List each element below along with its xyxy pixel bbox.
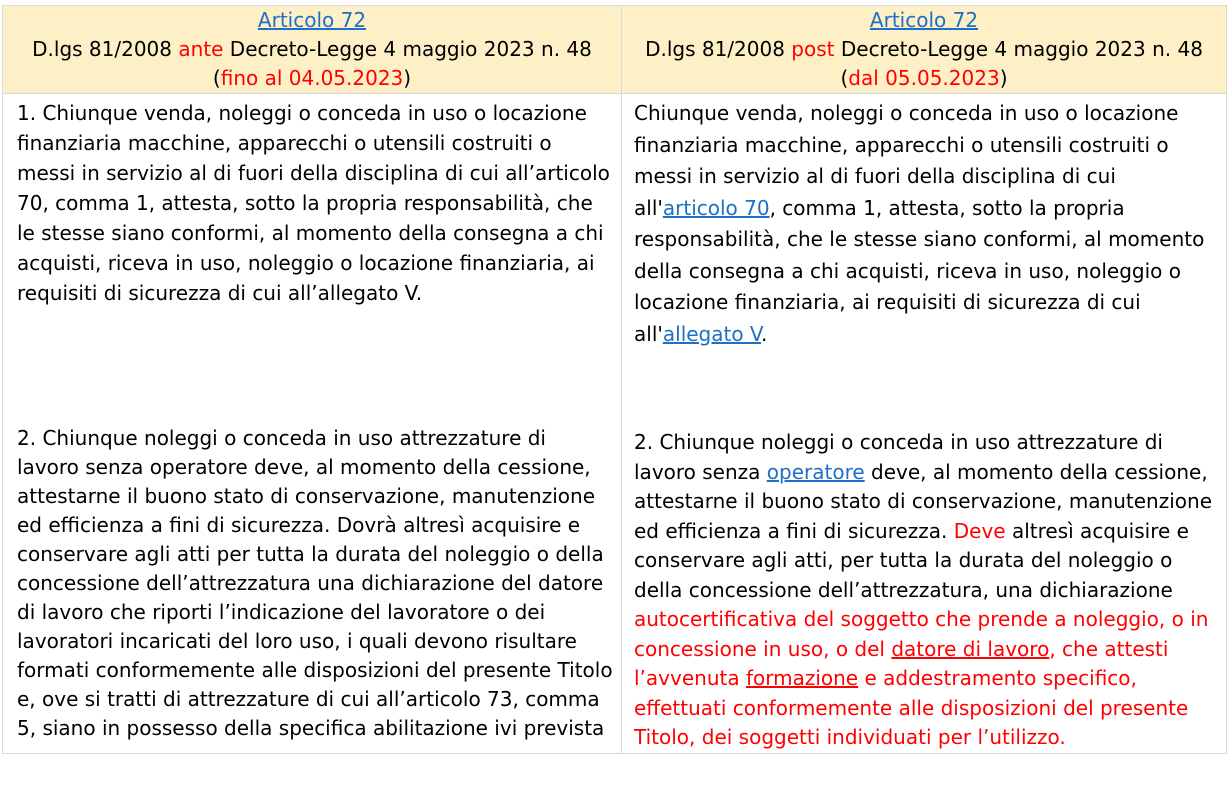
formazione-underlined: formazione <box>745 666 859 690</box>
left-para1-end: requisiti di sicurezza di cui all’allegato V. <box>17 281 423 305</box>
right-sub-b: Decreto-Legge 4 maggio 2023 n. 48 ( <box>834 37 1203 90</box>
left-date: fino al 04.05.2023 <box>220 66 404 90</box>
right-sub-c: ) <box>999 66 1008 90</box>
right-p2-red-autocert: autocertificativa del soggetto che prende a noleggio, o in concessione in uso, o del <box>634 607 1209 661</box>
right-p2-red-end: e addestramento specifico, effettuati conformemente alle disposizioni del presente Titolo, dei soggetti individuati per l’utilizzo. <box>634 666 1189 749</box>
left-body <box>3 94 622 754</box>
right-p1-a: Chiunque venda, noleggi o conceda in uso o locazione finanziaria macchine, apparecchi o utensili costruiti o messi in servizio al di fuori della disciplina di cui all' <box>634 101 1179 220</box>
operatore-link[interactable]: operatore <box>766 459 865 484</box>
right-body <box>622 94 1227 754</box>
comparison-table <box>2 5 1227 754</box>
datore-di-lavoro-underlined: datore di lavoro <box>891 636 1050 661</box>
header-row <box>3 6 1227 94</box>
right-date: dal 05.05.2023 <box>848 66 1000 90</box>
left-paragraph-1 <box>17 98 613 424</box>
left-sub-b: Decreto-Legge 4 maggio 2023 n. 48 ( <box>212 37 592 90</box>
right-p2-red-attesti: , che attesti l’avvenuta <box>634 636 1169 690</box>
right-p1-b: , comma 1, attesta, sotto la propria responsabilità, che le stesse siano conformi, al momento della consegna a chi acquisti, riceva in uso, noleggio o locazione finanziaria, ai requisiti di sicurezza di cui all' <box>634 195 1205 346</box>
right-sub-a: D.lgs 81/2008 <box>645 37 792 61</box>
left-header <box>3 6 622 94</box>
right-keyword: post <box>791 37 835 61</box>
right-paragraph-1 <box>634 98 1220 424</box>
right-p2-red-deve: Deve <box>953 518 1006 543</box>
left-sub-c: ) <box>403 66 412 90</box>
left-paragraph-2: 2. Chiunque noleggi o conceda in uso attrezzature di lavoro senza operatore deve, al momento della cessione, attestarne il buono stato di conservazione, manutenzione ed efficienza a fini di sicurezza. Dovrà altresì acquisire e conservare agli atti per tutta la durata del noleggio o della concessione dell’attrezzatura una dichiarazione del datore di lavoro che riporti l’indicazione del lavoratore o dei lavoratori incaricati del loro uso, i quali devono risultare formati conformemente alle disposizioni del presente Titolo e, ove si tratti di attrezzature di cui all’articolo 73, comma 5, siano in possesso della specifica abilitazione ivi prevista <box>17 426 613 740</box>
right-paragraph-2 <box>634 428 1220 753</box>
right-p2-c: altresì acquisire e conservare agli atti, per tutta la durata del noleggio o della concessione dell’attrezzatura, una dichiarazione <box>634 518 1189 602</box>
left-article-link[interactable]: Articolo 72 <box>257 8 367 32</box>
right-p2-b: deve, al momento della cessione, attestarne il buono stato di conservazione, manutenzione ed efficienza a fini di sicurezza. <box>634 459 1212 543</box>
left-subtitle <box>32 37 592 90</box>
right-header <box>622 6 1227 94</box>
right-p1-c: . <box>761 321 768 346</box>
right-p2-a: 2. Chiunque noleggi o conceda in uso attrezzature di lavoro senza <box>634 430 1163 484</box>
articolo-70-link[interactable]: articolo 70 <box>662 195 770 220</box>
allegato-v-link[interactable]: allegato V <box>662 321 762 346</box>
right-subtitle <box>645 37 1203 90</box>
left-keyword: ante <box>178 37 224 61</box>
left-para1-text: 1. Chiunque venda, noleggi o conceda in uso o locazione finanziaria macchine, apparecchi o utensili costruiti o messi in servizio al di fuori della disciplina di cui all’articolo 70, comma 1, attesta, sotto la propria responsabilità, che le stesse siano conformi, al momento della consegna a chi acquisti, riceva in uso, noleggio o locazione finanziaria, ai <box>17 101 610 275</box>
right-article-link[interactable]: Articolo 72 <box>869 8 979 32</box>
body-row <box>3 94 1227 754</box>
left-sub-a: D.lgs 81/2008 <box>32 37 179 61</box>
